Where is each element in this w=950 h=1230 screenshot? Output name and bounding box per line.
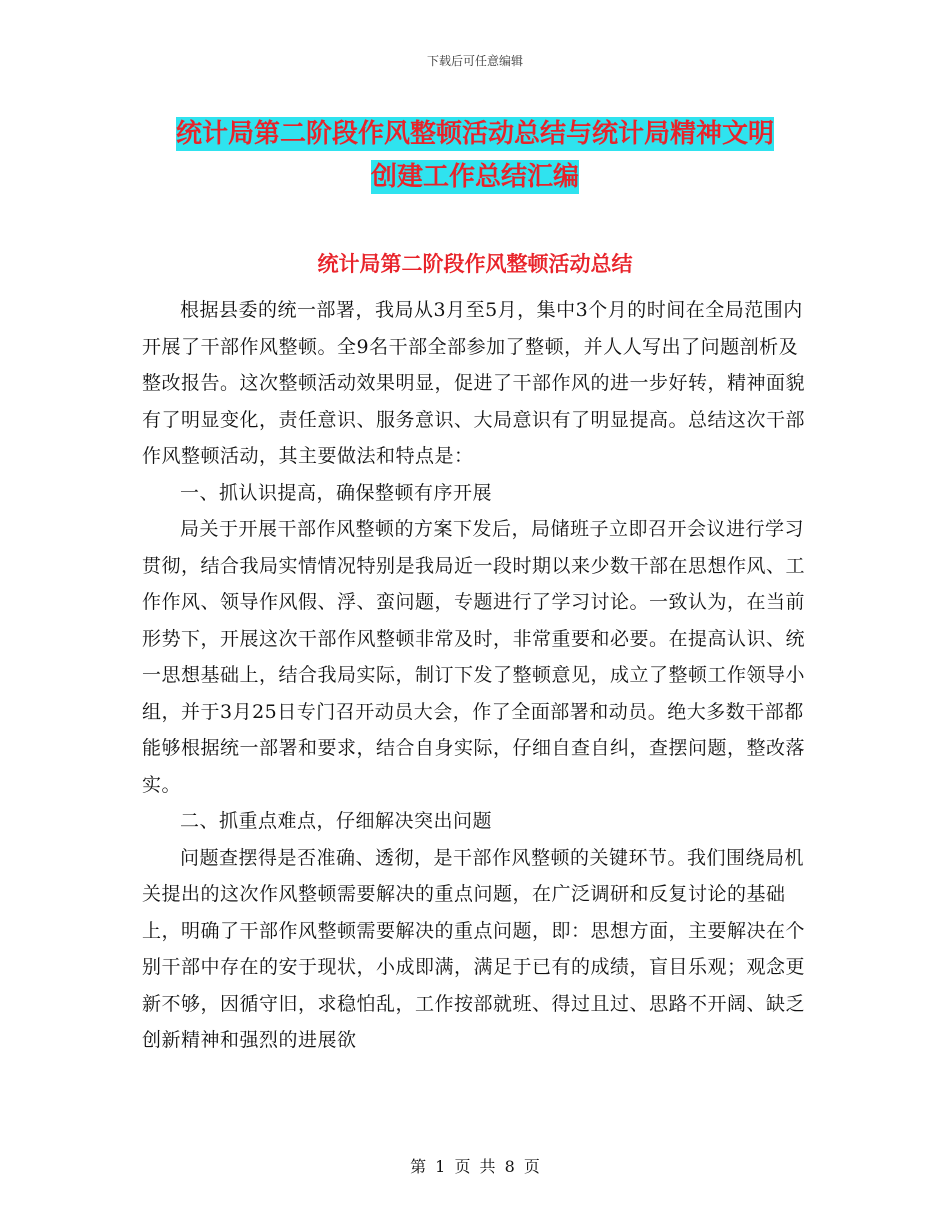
document-body: [142, 292, 812, 1059]
document-title-line-2-text: 创建工作总结汇编: [370, 162, 579, 192]
page-number: 第 1 页 共 8 页: [410, 1157, 540, 1176]
section-title: 统计局第二阶段作风整顿活动总结: [317, 252, 633, 276]
paragraph-point-two: 问题查摆得是否准确、透彻，是干部作风整顿的关键环节。我们围绕局机关提出的这次作风整顿需要解决的重点问题，在广泛调研和反复讨论的基础上，明确了干部作风整顿需要解决的重点问题，即：思想方面，主要解决在个别干部中存在的安于现状，小成即满，满足于已有的成绩，盲目乐观；观念更新不够，因循守旧，求稳怕乱，工作按部就班、得过且过、思路不开阔、缺乏创新精神和强烈的进展欲: [142, 846, 806, 1051]
document-title-line-1-text: 统计局第二阶段作风整顿活动总结与统计局精神文明: [175, 119, 774, 149]
header-note: 下载后可任意编辑: [426, 54, 523, 68]
paragraph-point-one: 局关于开展干部作风整顿的方案下发后，局储班子立即召开会议进行学习贯彻，结合我局实情情况特别是我局近一段时期以来少数干部在思想作风、工作作风、领导作风假、浮、蛮问题，专题进行了学习讨论。一致认为，在当前形势下，开展这次干部作风整顿非常及时，非常重要和必要。在提高认识、统一思想基础上，结合我局实际，制订下发了整顿意见，成立了整顿工作领导小组，并于3月25日专门召开动员大会，作了全面部署和动员。绝大多数干部都能够根据统一部署和要求，结合自身实际，仔细自查自纠，查摆问题，整改落实。: [142, 518, 806, 796]
paragraph-intro: 根据县委的统一部署，我局从3月至5月，集中3个月的时间在全局范围内开展了干部作风整顿。全9名干部全部参加了整顿，并人人写出了问题剖析及整改报告。这次整顿活动效果明显，促进了干部作风的进一步好转，精神面貌有了明显变化，责任意识、服务意识、大局意识有了明显提高。总结这次干部作风整顿活动，其主要做法和特点是：: [142, 299, 806, 467]
heading-point-one: 一、抓认识提高，确保整顿有序开展: [180, 481, 493, 504]
document-title-line-2: [0, 156, 950, 193]
document-title-line-1: [0, 113, 950, 150]
heading-point-two: 二、抓重点难点，仔细解决突出问题: [180, 810, 493, 832]
